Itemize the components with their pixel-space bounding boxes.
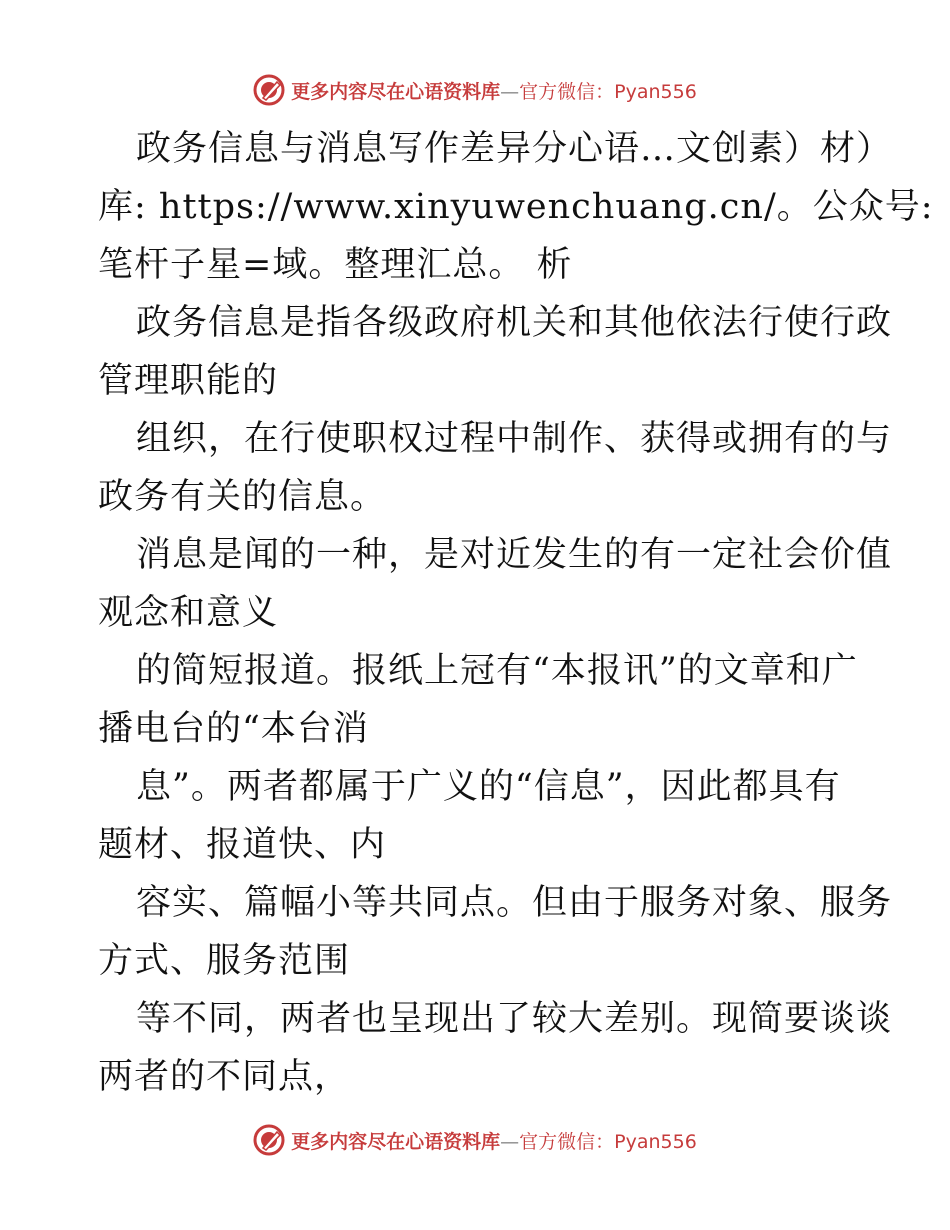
header-banner [0,70,950,110]
text-line: 等不同，两者也呈现出了较大差别。现简要谈谈 [136,999,893,1039]
text-line: 播电台的“本台消 [98,709,369,749]
text-line: 政务有关的信息。 [98,477,387,517]
text-line: 息”。两者都属于广义的“信息”，因此都具有 [136,767,841,807]
text-line: 的简短报道。报纸上冠有“本报讯”的文章和广 [136,651,858,691]
text-line: 库: https://www.xinyuwenchuang.cn/。公众号: [98,187,934,227]
header-banner-text [291,77,697,104]
footer-banner-text [291,1127,697,1154]
text-line: 题材、报道快、内 [98,825,387,865]
text-line: 政务信息是指各级政府机关和其他依法行使行政 [136,303,893,343]
text-line: 政务信息与消息写作差异分心语…文创素）材） [136,129,893,169]
text-line: 两者的不同点， [98,1057,351,1097]
text-line: 组织，在行使职权过程中制作、获得或拥有的与 [136,419,893,459]
header-banner-title: 更多内容尽在心语资料库 [291,80,501,103]
footer-banner-separator: — [500,1130,520,1153]
text-line: 消息是闻的一种，是对近发生的有一定社会价值 [136,535,893,575]
text-line: 观念和意义 [98,593,279,633]
footer-banner-contact: 官方微信：Pyan556 [519,1130,697,1153]
footer-banner-title: 更多内容尽在心语资料库 [291,1130,501,1153]
text-line: 容实、篇幅小等共同点。但由于服务对象、服务 [136,883,893,923]
text-line: 管理职能的 [98,361,279,401]
pen-logo-icon [253,1124,285,1156]
text-line: 方式、服务范围 [98,941,351,981]
header-banner-contact: 官方微信：Pyan556 [519,80,697,103]
header-banner-separator: — [500,80,520,103]
pen-logo-icon [253,74,285,106]
document-body [98,120,934,1106]
footer-banner [0,1120,950,1160]
text-line: 笔杆子星=域。整理汇总。 析 [98,245,573,285]
